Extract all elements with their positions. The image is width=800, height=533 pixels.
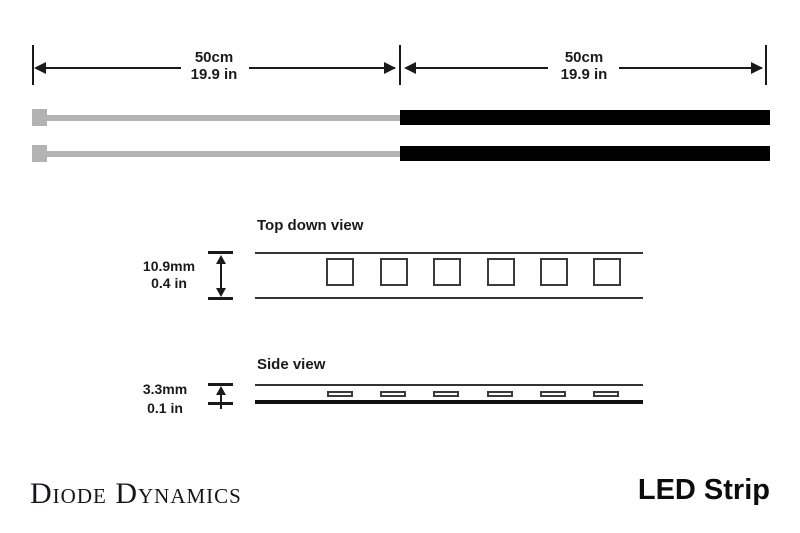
top-down-strip-top-edge — [255, 252, 643, 254]
strip-2-wire — [45, 151, 401, 157]
thickness-value-metric: 3.3mm — [142, 381, 188, 397]
led-pad — [326, 258, 354, 286]
length-dimension-label-left — [164, 49, 264, 83]
dimension-line — [619, 67, 762, 69]
led-pad — [487, 258, 515, 286]
width-dimension-line — [220, 261, 222, 291]
width-dimension-label — [119, 258, 219, 292]
strip-1-wire — [45, 115, 401, 121]
thickness-value-imperial: 0.1 in — [147, 400, 183, 416]
brand-logo: Diode Dynamics — [30, 477, 242, 510]
strip-1-led-strip — [400, 110, 770, 125]
thickness-dimension-label — [115, 380, 215, 418]
arrowhead-right-icon — [384, 62, 396, 74]
led-pad — [593, 258, 621, 286]
length-value-cm: 50cm — [564, 49, 604, 66]
width-tick-top — [208, 251, 233, 254]
led-pad — [433, 258, 461, 286]
led-chip-side — [327, 391, 353, 397]
dimension-tick-middle — [399, 45, 401, 85]
strip-2-led-strip — [400, 146, 770, 161]
dimension-line — [406, 67, 548, 69]
top-down-view-title: Top down view — [257, 217, 364, 234]
width-tick-bottom — [208, 297, 233, 300]
arrowhead-down-icon — [216, 288, 226, 297]
led-chip-side — [487, 391, 513, 397]
side-strip-top-edge — [255, 384, 643, 386]
side-strip-base — [255, 400, 643, 404]
dimension-line — [249, 67, 395, 69]
led-pad — [380, 258, 408, 286]
thickness-dimension-line — [220, 392, 222, 409]
led-pad — [540, 258, 568, 286]
width-value-imperial: 0.4 in — [151, 275, 187, 291]
arrowhead-right-icon — [751, 62, 763, 74]
length-dimension-label-right — [534, 49, 634, 83]
side-view-title: Side view — [257, 356, 326, 373]
length-value-in: 19.9 in — [190, 66, 238, 83]
dimension-line — [36, 67, 181, 69]
led-chip-side — [433, 391, 459, 397]
length-value-in: 19.9 in — [560, 66, 608, 83]
dimension-tick-right — [765, 45, 767, 85]
width-value-metric: 10.9mm — [142, 258, 196, 274]
led-chip-side — [593, 391, 619, 397]
length-value-cm: 50cm — [194, 49, 234, 66]
led-chip-side — [380, 391, 406, 397]
top-down-strip-bottom-edge — [255, 297, 643, 299]
led-chip-side — [540, 391, 566, 397]
product-name-title: LED Strip — [637, 474, 770, 506]
